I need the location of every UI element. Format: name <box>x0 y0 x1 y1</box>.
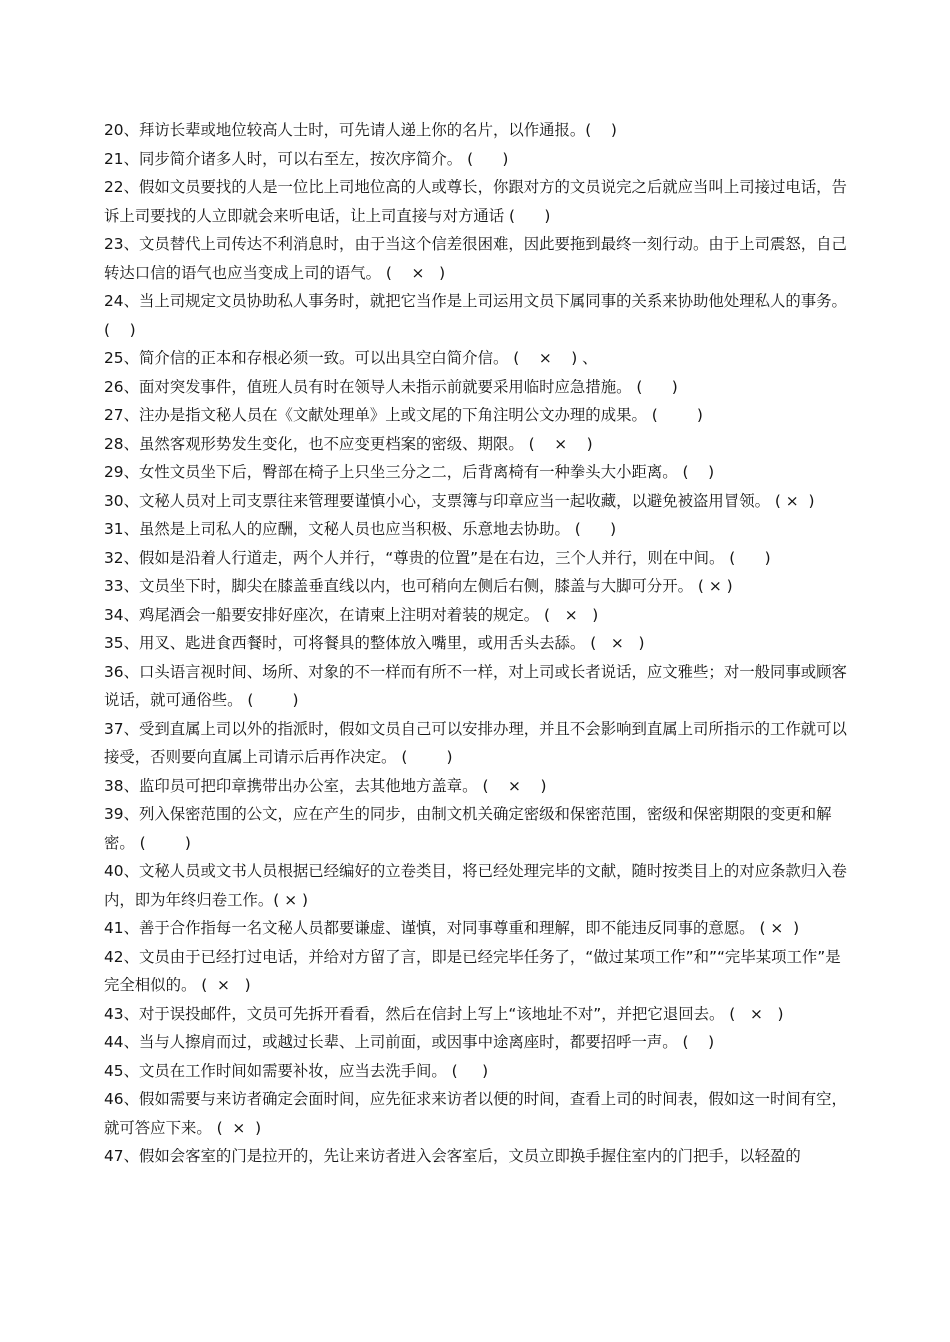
question-item-23: 23、文员替代上司传达不利消息时，由于当这个信差很困难，因此要拖到最终一刻行动。由于上司震怒，自己转达口信的语气也应当变成上司的语气。 ( × ) <box>104 235 847 282</box>
question-item-43: 43、对于误投邮件，文员可先拆开看看，然后在信封上写上“该地址不对”，并把它退回去。 ( × ) <box>104 1004 784 1023</box>
question-item-38: 38、监印员可把印章携带出办公室，去其他地方盖章。 ( × ) <box>104 776 547 795</box>
question-item-41: 41、善于合作指每一名文秘人员都要谦虚、谨慎，对同事尊重和理解，即不能违反同事的意愿。 ( × ) <box>104 919 800 937</box>
question-item-37: 37、受到直属上司以外的指派时，假如文员自己可以安排办理，并且不会影响到直属上司所指示的工作就可以接受，否则要向直属上司请示后再作决定。 ( ) <box>104 719 847 766</box>
question-item-46: 46、假如需要与来访者确定会面时间，应先征求来访者以便的时间，查看上司的时间表，假如这一时间有空，就可答应下来。 ( × ) <box>104 1090 847 1137</box>
question-item-29: 29、女性文员坐下后，臀部在椅子上只坐三分之二，后背离椅有一种拳头大小距离。 ( ) <box>104 463 715 481</box>
question-item-45: 45、文员在工作时间如需要补妆，应当去洗手间。 ( ) <box>104 1061 489 1080</box>
question-item-27: 27、注办是指文秘人员在《文献处理单》上或文尾的下角注明公文办理的成果。 ( ) <box>104 406 703 424</box>
document-body <box>104 116 856 1171</box>
question-item-25: 25、简介信的正本和存根必须一致。可以出具空白简介信。 ( × ) 、 <box>104 349 598 367</box>
question-item-47: 47、假如会客室的门是拉开的，先让来访者进入会客室后，文员立即换手握住室内的门把手，以轻盈的 <box>104 1147 801 1165</box>
question-item-20: 20、拜访长辈或地位较高人士时，可先请人递上你的名片，以作通报。( ) <box>104 121 617 139</box>
question-item-42: 42、文员由于已经打过电话，并给对方留了言，即是已经完毕任务了，“做过某项工作”和”“完毕某项工作”是完全相似的。 ( × ) <box>104 947 841 994</box>
question-item-21: 21、同步简介诸多人时，可以右至左，按次序简介。 ( ) <box>104 149 509 168</box>
question-item-35: 35、用叉、匙进食西餐时，可将餐具的整体放入嘴里，或用舌头去舔。 ( × ) <box>104 634 645 652</box>
question-item-32: 32、假如是沿着人行道走，两个人并行，“尊贵的位置”是在右边，三个人并行，则在中间。 ( ) <box>104 548 771 567</box>
question-item-30: 30、文秘人员对上司支票往来管理要谨慎小心，支票簿与印章应当一起收藏，以避免被盗用冒领。 ( × ) <box>104 491 815 510</box>
question-item-36: 36、口头语言视时间、场所、对象的不一样而有所不一样，对上司或长者说话，应文雅些；对一般同事或顾客说话，就可通俗些。 ( ) <box>104 662 847 709</box>
question-item-22: 22、假如文员要找的人是一位比上司地位高的人或尊长，你跟对方的文员说完之后就应当叫上司接过电话，告诉上司要找的人立即就会来听电话，让上司直接与对方通话 ( ) <box>104 178 847 225</box>
question-item-33: 33、文员坐下时，脚尖在膝盖垂直线以内，也可稍向左侧后右侧，膝盖与大脚可分开。 ( × ) <box>104 577 733 595</box>
question-item-44: 44、当与人擦肩而过，或越过长辈、上司前面，或因事中途离座时，都要招呼一声。 ( ) <box>104 1033 715 1051</box>
question-item-24: 24、当上司规定文员协助私人事务时，就把它当作是上司运用文员下属同事的关系来协助他处理私人的事务。 ( ) <box>104 292 852 339</box>
question-item-39: 39、列入保密范围的公文，应在产生的同步，由制文机关确定密级和保密范围，密级和保密期限的变更和解密。 ( ) <box>104 805 832 852</box>
question-item-31: 31、虽然是上司私人的应酬，文秘人员也应当积极、乐意地去协助。 ( ) <box>104 520 617 538</box>
question-item-26: 26、面对突发事件，值班人员有时在领导人未指示前就要采用临时应急措施。 ( ) <box>104 377 678 396</box>
question-item-34: 34、鸡尾酒会一船要安排好座次，在请柬上注明对着装的规定。 ( × ) <box>104 605 599 624</box>
question-item-28: 28、虽然客观形势发生变化，也不应变更档案的密级、期限。 ( × ) <box>104 434 593 453</box>
question-item-40: 40、文秘人员或文书人员根据已经编好的立卷类目，将已经处理完毕的文献，随时按类目上的对应条款归入卷内，即为年终归卷工作。( × ) <box>104 862 847 909</box>
